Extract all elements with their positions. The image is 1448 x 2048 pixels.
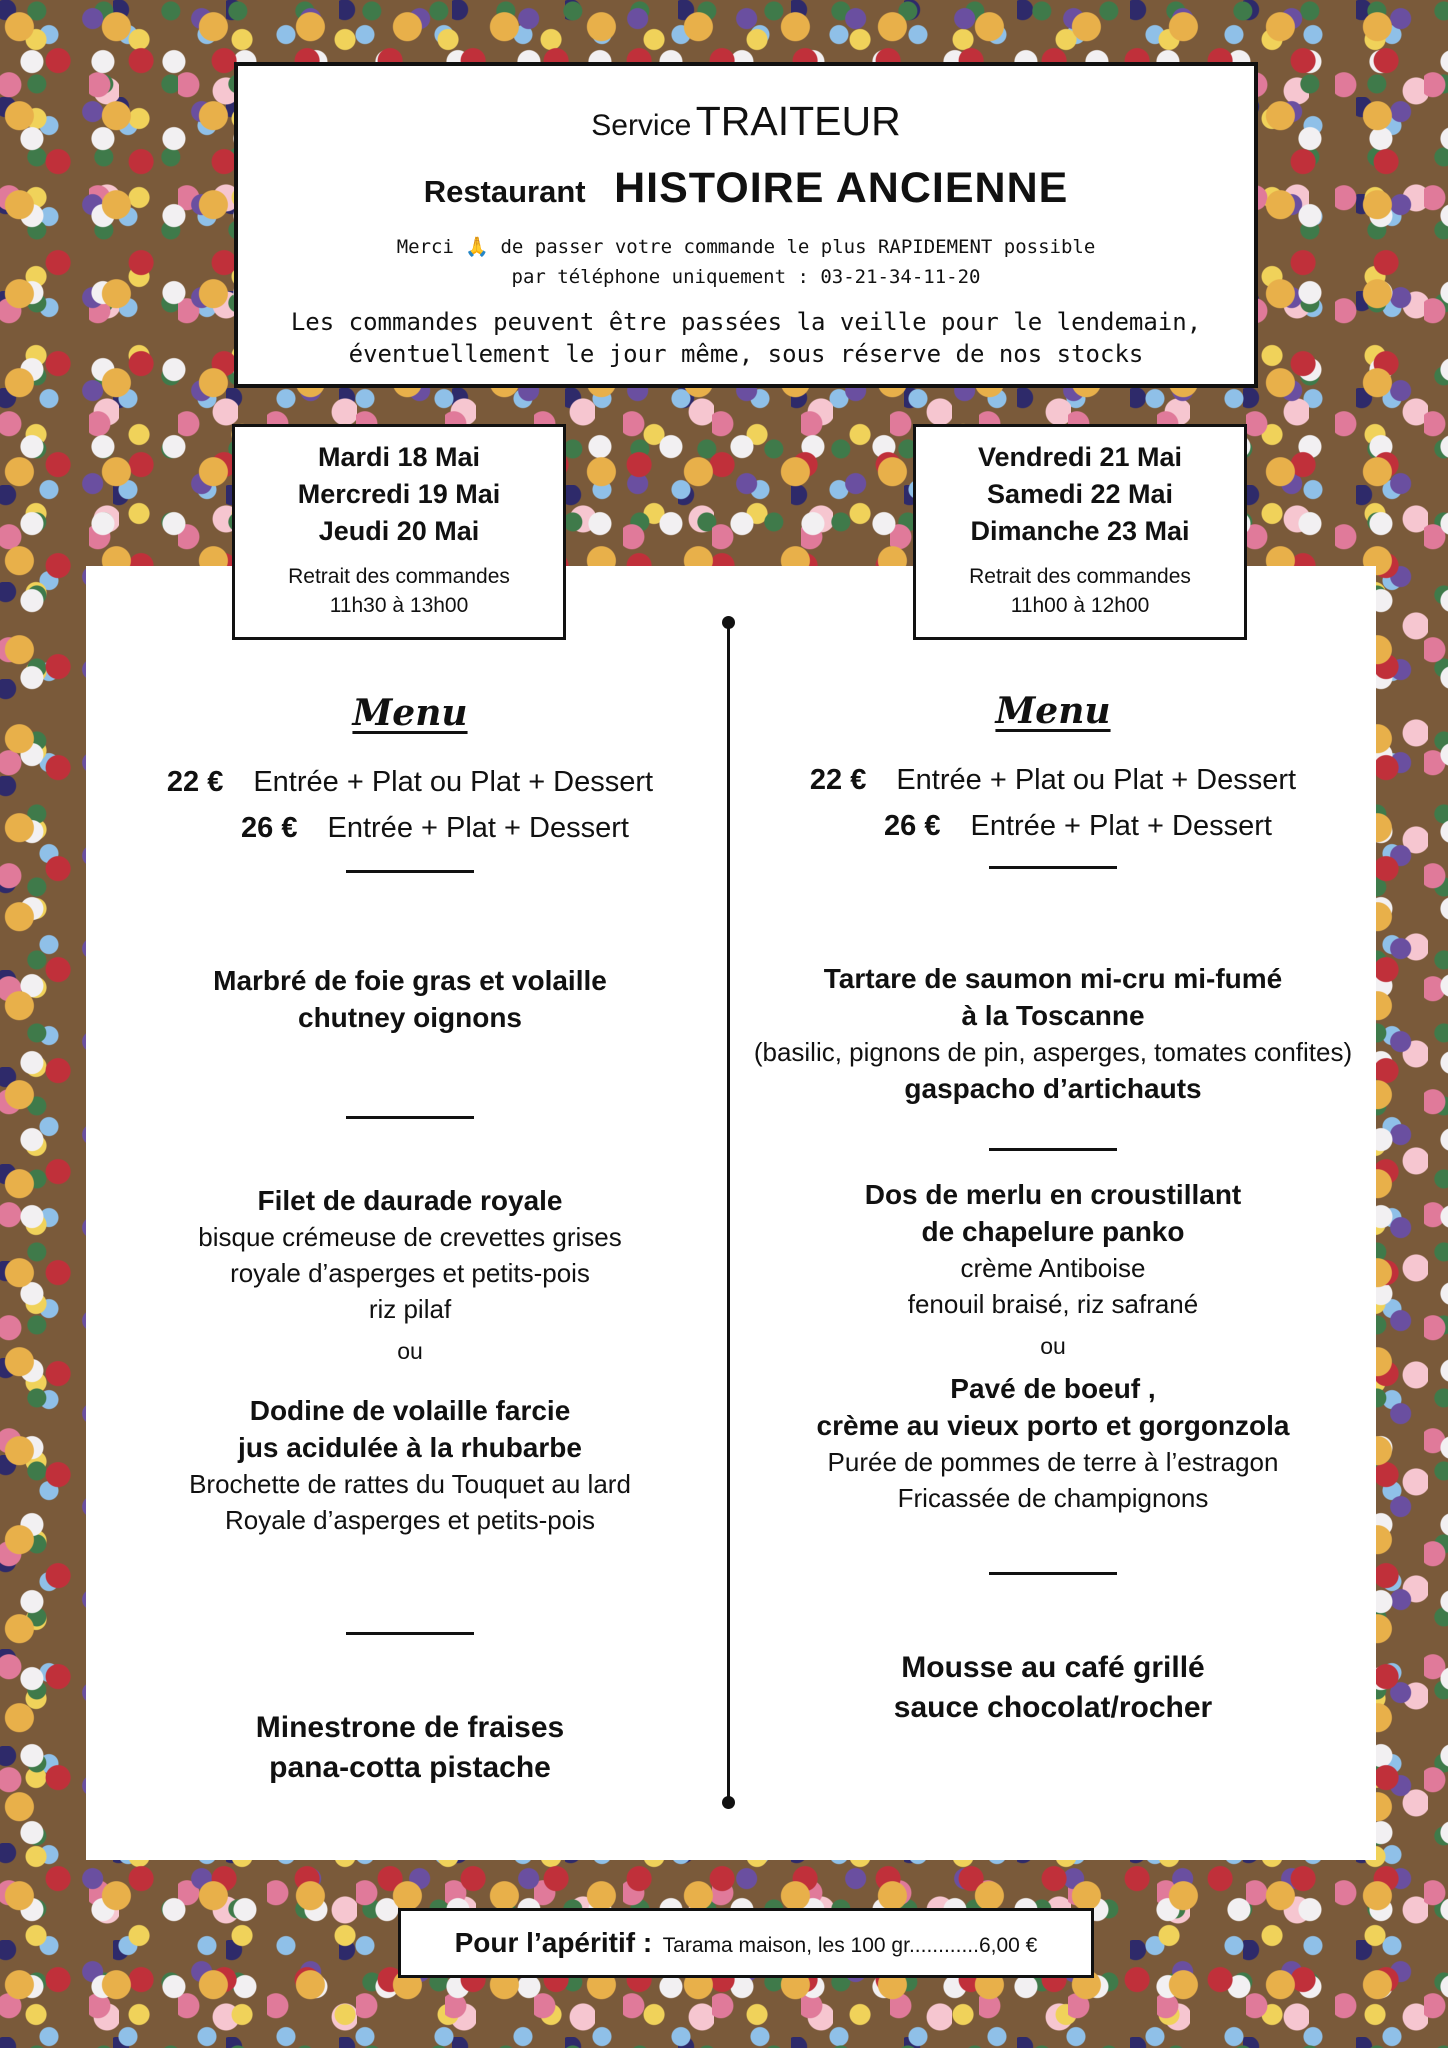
separator (110, 1116, 710, 1119)
dish-detail: Brochette de rattes du Touquet au lard (189, 1469, 631, 1499)
dish-title: Pavé de boeuf , (950, 1373, 1156, 1404)
date-box-left (232, 424, 566, 640)
separator (110, 1632, 710, 1635)
date-line: Samedi 22 Mai (986, 479, 1174, 509)
dish-detail: Purée de pommes de terre à l’estragon (827, 1447, 1279, 1477)
starter (110, 962, 710, 1036)
dish-detail: crème Antiboise (960, 1253, 1146, 1283)
divider-dot-bottom (722, 1796, 735, 1809)
dish-title: crème au vieux porto et gorgonzola (816, 1410, 1290, 1441)
dish-title: gaspacho d’artichauts (904, 1073, 1202, 1104)
pickup-info (235, 562, 563, 620)
or-label: ou (1040, 1333, 1066, 1359)
aperitif-box (398, 1908, 1094, 1978)
divider-dot-top (722, 616, 735, 629)
date-line: Vendredi 21 Mai (977, 442, 1183, 472)
dessert-line: Mousse au café grillé (901, 1651, 1205, 1684)
or-label: ou (397, 1338, 423, 1364)
price-line (110, 760, 710, 805)
price-desc: Entrée + Plat + Dessert (970, 810, 1272, 842)
separator (742, 866, 1364, 869)
dish-detail: Fricassée de champignons (897, 1483, 1209, 1513)
praying-hands-icon: 🙏 (465, 236, 490, 258)
dessert (742, 1648, 1364, 1728)
price-value: 22 € (809, 764, 867, 796)
price-line (742, 804, 1364, 849)
dish-detail: Royale d’asperges et petits-pois (225, 1505, 595, 1535)
dish-detail: royale d’asperges et petits-pois (230, 1258, 590, 1288)
aperitif-text: Tarama maison, les 100 gr............6,00 € (662, 1934, 1038, 1957)
menu-title: Menu (352, 692, 468, 734)
separator (110, 870, 710, 873)
service-title (238, 98, 1254, 145)
orders-line-1: Les commandes peuvent être passées la veille pour le lendemain, (290, 308, 1202, 336)
date-line: Jeudi 20 Mai (318, 516, 480, 546)
dish-detail: (basilic, pignons de pin, asperges, tomates confites) (753, 1037, 1353, 1067)
price-line (110, 806, 710, 851)
dessert-line: pana-cotta pistache (269, 1751, 551, 1784)
date-box-right (913, 424, 1247, 640)
date-line: Dimanche 23 Mai (970, 516, 1190, 546)
dish-title: Dos de merlu en croustillant (864, 1179, 1242, 1210)
orders-line-2: éventuellement le jour même, sous réserve de nos stocks (348, 340, 1144, 368)
pickup-info (916, 562, 1244, 620)
dessert (110, 1708, 710, 1788)
service-name: TRAITEUR (695, 98, 901, 144)
separator (742, 1148, 1364, 1151)
header-box (234, 62, 1258, 388)
price-desc: Entrée + Plat + Dessert (327, 812, 629, 844)
service-word: Service (591, 109, 692, 142)
dessert-line: sauce chocolat/rocher (893, 1691, 1213, 1724)
dish-title: Tartare de saumon mi-cru mi-fumé (823, 963, 1283, 994)
dish-title: Marbré de foie gras et volaille (213, 965, 607, 996)
price-line (742, 758, 1364, 803)
price-value: 22 € (166, 766, 224, 798)
pickup-label: Retrait des commandes (288, 565, 510, 588)
pickup-time: 11h00 à 12h00 (1010, 594, 1150, 617)
date-line: Mercredi 19 Mai (297, 479, 501, 509)
price-value: 26 € (884, 810, 941, 842)
pickup-time: 11h30 à 13h00 (329, 594, 469, 617)
restaurant-word: Restaurant (423, 174, 586, 209)
main-course-1 (110, 1182, 710, 1369)
dish-title: à la Toscanne (961, 1000, 1145, 1031)
price-value: 26 € (241, 812, 298, 844)
note-before-icon: Merci (396, 236, 454, 258)
restaurant-name: HISTOIRE ANCIENNE (614, 164, 1069, 212)
menu-title: Menu (995, 690, 1111, 732)
dish-title: jus acidulée à la rhubarbe (238, 1432, 582, 1463)
main-course-2 (742, 1370, 1364, 1516)
phone-line: par téléphone uniquement : 03-21-34-11-20 (511, 266, 981, 288)
main-course-2 (110, 1392, 710, 1538)
aperitif-label: Pour l’apéritif : (454, 1927, 653, 1958)
dish-title: Dodine de volaille farcie (249, 1395, 571, 1426)
dish-title: Filet de daurade royale (257, 1185, 563, 1216)
order-note (238, 232, 1254, 292)
orders-note (238, 306, 1254, 370)
dessert-line: Minestrone de fraises (255, 1711, 565, 1744)
note-after-icon: de passer votre commande le plus RAPIDEMENT possible (500, 236, 1096, 258)
date-line: Mardi 18 Mai (317, 442, 481, 472)
dish-title: de chapelure panko (921, 1216, 1185, 1247)
main-course-1 (742, 1176, 1364, 1364)
dish-detail: fenouil braisé, riz safrané (907, 1289, 1199, 1319)
column-divider (727, 622, 730, 1802)
restaurant-title (238, 164, 1254, 213)
pickup-label: Retrait des commandes (969, 565, 1191, 588)
price-desc: Entrée + Plat ou Plat + Dessert (253, 766, 654, 798)
dish-detail: riz pilaf (368, 1294, 452, 1324)
dish-detail: bisque crémeuse de crevettes grises (198, 1222, 622, 1252)
starter (742, 960, 1364, 1107)
separator (742, 1572, 1364, 1575)
price-desc: Entrée + Plat ou Plat + Dessert (896, 764, 1297, 796)
dish-title: chutney oignons (298, 1002, 522, 1033)
